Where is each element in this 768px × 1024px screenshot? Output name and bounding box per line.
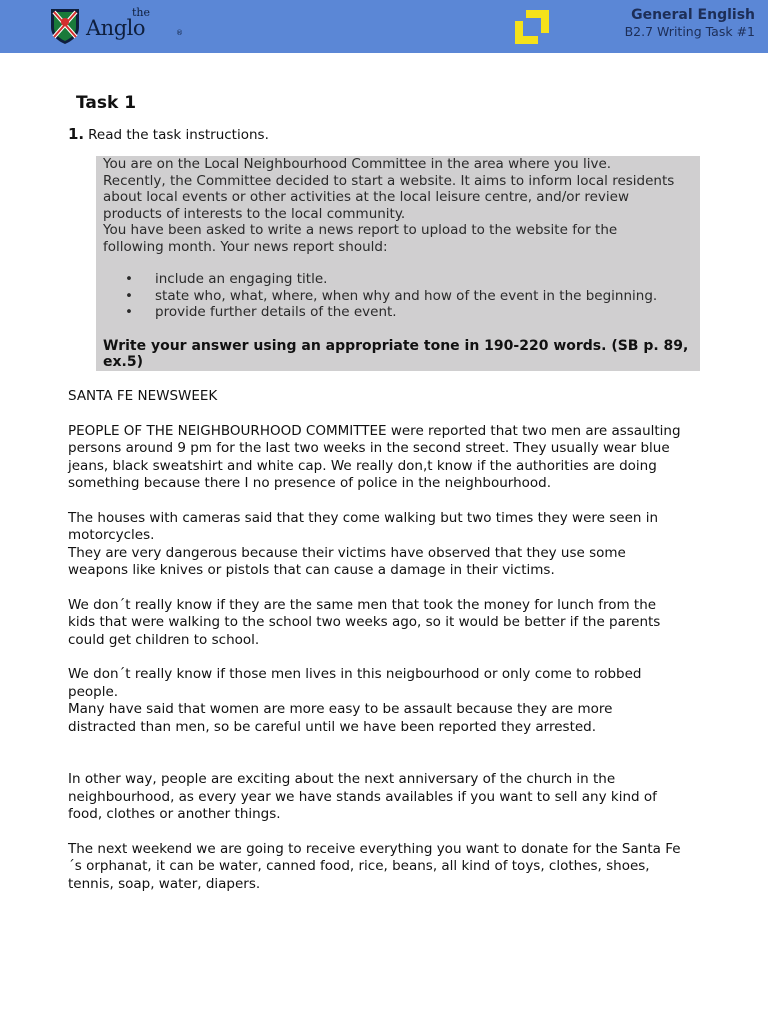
box-line: You are on the Local Neighbourhood Committee in the area where you live. <box>103 156 612 172</box>
answer-line: They are very dangerous because their victims have observed that they use some <box>68 544 626 561</box>
answer-line: jeans, black sweatshirt and white cap. We really don,t know if the authorities are doing <box>68 457 657 474</box>
instruction-text: Read the task instructions. <box>88 127 269 143</box>
logo-registered: ® <box>176 29 183 37</box>
word-count-instruction-cont: ex.5) <box>103 354 143 370</box>
list-item: • provide further details of the event. <box>125 304 693 321</box>
header-course-info <box>625 6 755 40</box>
answer-line: neighbourhood, as every year we have stands availables if you want to sell any kind of <box>68 788 657 805</box>
answer-line: In other way, people are exciting about the next anniversary of the church in the <box>68 771 616 787</box>
requirements-list <box>103 271 693 321</box>
box-line: following month. Your news report should: <box>103 238 388 255</box>
instruction-number: 1. <box>68 125 85 143</box>
box-line: Recently, the Committee decided to start a website. It aims to inform local residents <box>103 172 675 189</box>
anglo-logo <box>50 6 183 45</box>
answer-line: persons around 9 pm for the last two weeks in the second street. They usually wear blue <box>68 440 670 456</box>
brand-corner-mark-icon <box>514 9 550 45</box>
answer-line: kids that were walking to the school two weeks ago, so it would be better if the parents <box>68 614 661 630</box>
logo-the: the <box>132 6 151 19</box>
answer-line: The houses with cameras said that they come walking but two times they were seen in <box>68 509 659 526</box>
student-answer <box>68 388 708 893</box>
logo-anglo: Anglo <box>86 16 145 40</box>
answer-line: Many have said that women are more easy to be assault because they are more <box>68 701 613 717</box>
crest-shield-icon <box>50 7 80 45</box>
list-item: • include an engaging title. <box>125 271 693 288</box>
answer-line: something because there I no presence of police in the neighbourhood. <box>68 475 552 491</box>
word-count-instruction: Write your answer using an appropriate tone in 190-220 words. (SB p. 89, <box>103 337 689 354</box>
task-title: Task 1 <box>76 93 137 113</box>
task-instruction <box>68 125 269 143</box>
header-bar <box>0 0 768 53</box>
answer-line: PEOPLE OF THE NEIGHBOURHOOD COMMITTEE were reported that two men are assaulting <box>68 422 681 439</box>
answer-line: could get children to school. <box>68 631 260 648</box>
course-subtitle: B2.7 Writing Task #1 <box>624 24 755 39</box>
box-line: about local events or other activities at the local leisure centre, and/or review <box>103 189 629 205</box>
answer-line: weapons like knives or pistols that can cause a damage in their victims. <box>68 562 555 578</box>
answer-line: food, clothes or another things. <box>68 806 281 822</box>
task-instructions-box <box>96 156 700 371</box>
answer-line: motorcycles. <box>68 527 155 543</box>
answer-line: We don´t really know if those men lives in this neigbourhood or only come to robbed <box>68 666 642 682</box>
answer-line: tennis, soap, water, diapers. <box>68 875 261 892</box>
answer-line: distracted than men, so be careful until we have been reported they arrested. <box>68 718 597 735</box>
answer-line: ´s orphanat, it can be water, canned food, rice, beans, all kind of toys, clothes, shoes, <box>68 858 650 874</box>
box-line: products of interests to the local community. <box>103 205 406 222</box>
answer-line: people. <box>68 683 119 700</box>
logo-wordmark <box>84 6 183 45</box>
answer-heading: SANTA FE NEWSWEEK <box>68 388 218 404</box>
answer-line: The next weekend we are going to receive everything you want to donate for the Santa Fe <box>68 840 681 857</box>
course-title: General English <box>631 7 755 23</box>
box-line: You have been asked to write a news report to upload to the website for the <box>103 222 618 238</box>
list-item: • state who, what, where, when why and how of the event in the beginning. <box>125 288 693 305</box>
answer-line: We don´t really know if they are the same men that took the money for lunch from the <box>68 596 657 613</box>
